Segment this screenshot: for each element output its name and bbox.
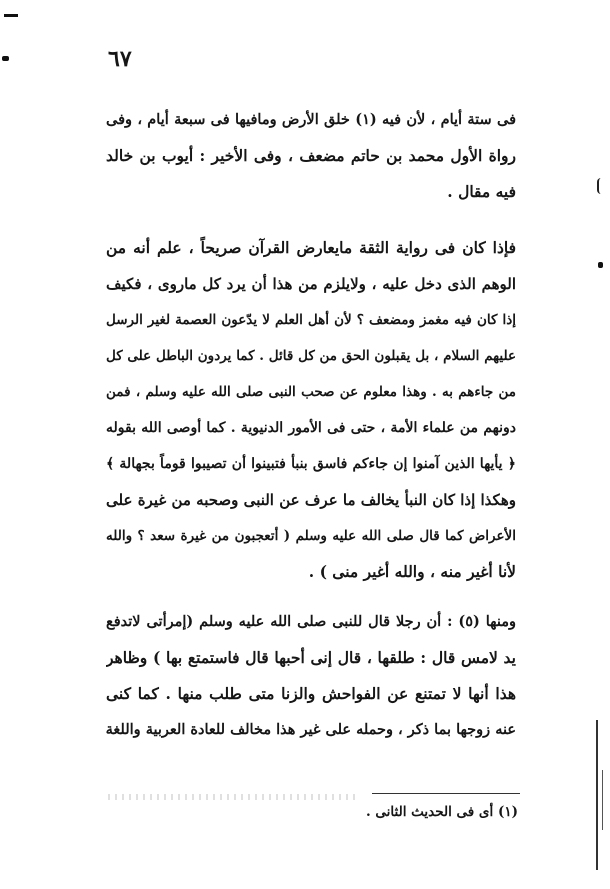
body-line: عليهم السلام ، بل يقبلون الحق من كل قائل . كما يردون الباطل على كل bbox=[106, 348, 516, 364]
margin-bracket-right bbox=[597, 178, 601, 194]
body-line: الوهم الذى دخل عليه ، ولايلزم من هذا أن يرد كل ماروى ، فكيف bbox=[106, 275, 516, 293]
body-line: إذا كان فيه مغمز ومضعف ؟ لأن أهل العلم لا يدّعون العصمة لغير الرسل bbox=[106, 312, 516, 328]
body-line: وهكذا إذا كان النبأ يخالف ما عرف عن النبى وصحبه من غيرة على bbox=[106, 491, 516, 509]
body-line: ومنها (٥) : أن رجلا قال للنبى صلى الله عليه وسلم (إمرأتى لاتدفع bbox=[106, 613, 516, 630]
margin-dot-right bbox=[598, 262, 603, 268]
body-line: الأعراض كما قال صلى الله عليه وسلم ( أتعجبون من غيرة سعد ؟ والله bbox=[106, 528, 516, 544]
body-line: عنه زوجها بما ذكر ، وحمله على غير هذا مخالف للعادة العربية واللغة bbox=[106, 721, 516, 738]
body-line: يد لامس قال : طلقها ، قال إنى أحبها قال فاستمتع بها ) وظاهر bbox=[106, 648, 516, 667]
footnote-separator bbox=[372, 793, 520, 794]
body-line: من جاءهم به . وهذا معلوم عن صحب النبى صلى الله عليه وسلم ، فمن bbox=[106, 384, 516, 400]
quran-verse-line: ﴿ يأيها الذين آمنوا إن جاءكم فاسق بنبأ فتبينوا أن تصيبوا قوماً بجهالة ﴾ bbox=[106, 456, 516, 472]
print-noise bbox=[108, 794, 358, 800]
body-line: لأنا أغير منه ، والله أغير منى ) . bbox=[308, 562, 516, 581]
margin-edge-bottom-right-2 bbox=[602, 770, 603, 830]
body-line: دونهم من علماء الأمة ، حتى فى الأمور الدنيوية . كما أوصى الله بقوله bbox=[106, 420, 516, 436]
body-line: فى ستة أيام ، لأن فيه (١) خلق الأرض ومافيها فى سبعة أيام ، وفى bbox=[106, 111, 516, 128]
corner-mark-top bbox=[4, 14, 18, 17]
page-number: ٦٧ bbox=[108, 46, 132, 72]
footnote: (١) أى فى الحديث الثانى . bbox=[365, 804, 518, 820]
body-line: رواة الأول محمد بن حاتم مضعف ، وفى الأخير : أيوب بن خالد bbox=[106, 146, 516, 165]
body-line: هذا أنها لا تمتنع عن الفواحش والزنا متى طلب منها . كما كنى bbox=[106, 684, 516, 703]
margin-dot-left bbox=[2, 56, 9, 61]
body-line: فيه مقال . bbox=[447, 182, 516, 201]
body-line: فإذا كان فى رواية الثقة مايعارض القرآن صريحاً ، علم أنه من bbox=[106, 238, 516, 257]
margin-edge-bottom-right bbox=[596, 720, 598, 870]
